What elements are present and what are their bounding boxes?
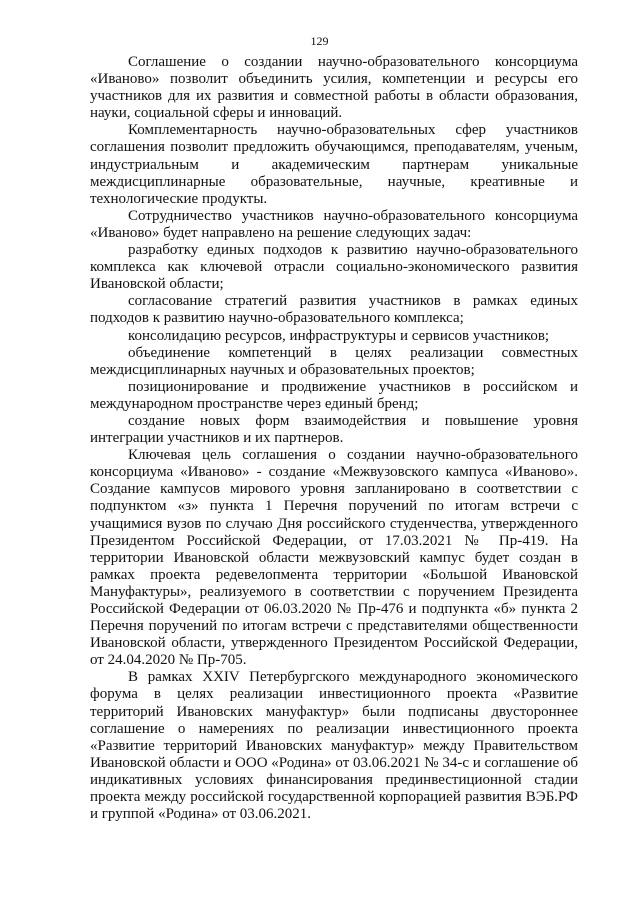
task-strategy-alignment: согласование стратегий развития участников в рамках единых подходов к развитию научно-образовательного комплекса; (90, 293, 578, 327)
task-new-interaction-forms: создание новых форм взаимодействия и повышение уровня интеграции участников и их партнеров. (90, 412, 578, 447)
paragraph-cooperation-tasks-intro: Сотрудничество участников научно-образовательного консорциума «Иваново» будет направлено на решение следующих задач: (90, 207, 578, 241)
paragraph-consortium-agreement: Соглашение о создании научно-образовательного консорциума «Иваново» позволит объединить усилия, компетенции и ресурсы его участников для их развития и совместной работы в области образования, науки, социальной сферы и инноваций. (90, 54, 578, 122)
paragraph-spief-agreements: В рамках XXIV Петербургского международного экономического форума в целях реализации инвестиционного проекта «Развитие территорий Ивановских мануфактур» были подписаны двустороннее соглашение о намерениях по реализации инвестиционного проекта «Развитие территорий Ивановских мануфактур» между Правительством Ивановской области и ООО «Родина» от 03.06.2021 № 34-с и соглашение об индикативных условиях финансирования прединвестиционной стадии проекта между российской государственной корпорацией развития ВЭБ.РФ и группой «Родина» от 03.06.2021. (90, 669, 578, 823)
task-unified-approaches: разработку единых подходов к развитию научно-образовательного комплекса как ключевой отрасли социально-экономического развития Ивановской области; (90, 242, 578, 293)
task-resource-consolidation: консолидацию ресурсов, инфраструктуры и сервисов участников; (128, 327, 550, 344)
task-competence-union: объединение компетенций в целях реализации совместных междисциплинарных научных и образовательных проектов; (90, 344, 578, 378)
paragraph-complementarity: Комплементарность научно-образовательных сфер участников соглашения позволит предложить обучающимся, преподавателям, ученым, индустриальным и академическим партнерам уникальные междисциплинарные образовательные, научные, креативные и технологические продукты. (90, 122, 578, 207)
document-body (90, 54, 578, 823)
paragraph-key-goal-campus: Ключевая цель соглашения о создании научно-образовательного консорциума «Иваново» - создание «Межвузовского кампуса «Иваново». Создание кампусов мирового уровня запланировано в соответствии с подпунктом «з» пункта 1 Перечня поручений по итогам встречи с учащимися вузов по случаю Дня российского студенчества, утвержденного Президентом Российской Федерации, от 17.03.2021 № Пр-419. На территории Ивановской области межвузовский кампус будет создан в рамках проекта редевелопмента территории «Большой Ивановской Мануфактуры», реализуемого в соответствии с поручением Президента Российской Федерации от 06.03.2020 № Пр-476 и подпункта «б» пункта 2 Перечня поручений по итогам встречи с представителями общественности Ивановской области, утвержденного Президентом Российской Федерации, от 24.04.2020 № Пр-705. (90, 447, 578, 669)
page-number: 129 (310, 34, 329, 48)
task-positioning-brand: позиционирование и продвижение участников в российском и международном пространстве через единый бренд; (90, 378, 578, 412)
